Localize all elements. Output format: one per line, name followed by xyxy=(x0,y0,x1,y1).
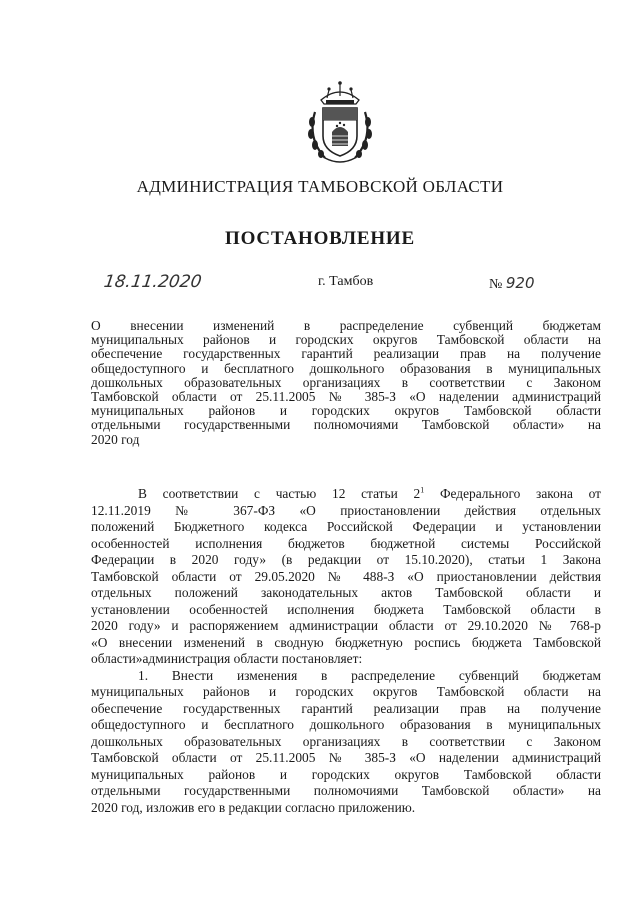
document-city: г. Тамбов xyxy=(318,274,374,289)
body-line: 2020 год, изложив его в редакции согласно приложению. xyxy=(91,799,416,815)
document-number xyxy=(489,274,535,293)
body-line: отдельных положений законодательных актов Тамбовской области и xyxy=(91,585,601,600)
body-line: 12.11.2019 № 367-ФЗ «О приостановлении действия отдельных xyxy=(91,502,601,518)
body-line: положений Бюджетного кодекса Российской Федерации и установлении xyxy=(91,519,601,534)
body-text: В соответствии с частью 12 статьи 2 xyxy=(138,486,421,501)
subject-line: муниципальных районов и городских округов Тамбовской области xyxy=(91,403,601,419)
body-line: Федерации в 2020 году» (в редакции от 15.10.2020), статьи 1 Закона xyxy=(91,552,601,567)
body-line: муниципальных районов и городских округов Тамбовской области на xyxy=(91,684,601,699)
body-paragraph-1-first-line xyxy=(91,486,601,503)
subject-line: обеспечение государственных гарантий реализации прав на получение xyxy=(91,346,601,362)
tambov-coat-of-arms-emblem xyxy=(299,78,381,166)
document-body xyxy=(91,486,601,816)
body-text: Федерального закона от xyxy=(439,486,601,501)
body-line: муниципальных районов и городских округов Тамбовской области xyxy=(91,766,601,782)
document-date: 18.11.2020 xyxy=(102,272,203,292)
document-type: ПОСТАНОВЛЕНИЕ xyxy=(225,228,415,249)
subject-line: Тамбовской области от 25.11.2005 № 385-З «О наделении администраций xyxy=(91,389,601,405)
body-line: области»администрация области постановляет: xyxy=(91,651,363,666)
subject-line: О внесении изменений в распределение субвенций бюджетам xyxy=(91,318,601,333)
subject-line: общедоступного и бесплатного дошкольного образования в муниципальных xyxy=(91,360,601,376)
number-value: 920 xyxy=(505,274,535,292)
body-line: Тамбовской области от 25.11.2005 № 385-З «О наделении администраций xyxy=(91,750,601,765)
subject-line: дошкольных образовательных организациях в соответствии с Законом xyxy=(91,374,601,390)
body-line: Тамбовской области от 29.05.2020 № 488-З «О приостановлении действия xyxy=(91,568,601,584)
body-paragraph-2-first-line: 1. Внести изменения в распределение субвенций бюджетам xyxy=(138,667,601,683)
body-line: общедоступного и бесплатного дошкольного образования в муниципальных xyxy=(91,717,601,732)
document-subject xyxy=(91,319,601,447)
body-line: «О внесении изменений в сводную бюджетную роспись бюджета Тамбовской xyxy=(91,634,601,650)
body-line: обеспечение государственных гарантий реализации прав на получение xyxy=(91,700,601,716)
body-line: установлении особенностей исполнения бюджета Тамбовской области в xyxy=(91,601,601,617)
subject-line: 2020 год xyxy=(91,431,140,447)
agency-name: АДМИНИСТРАЦИЯ ТАМБОВСКОЙ ОБЛАСТИ xyxy=(136,177,504,196)
body-line: дошкольных образовательных организациях в соответствии с Законом xyxy=(91,733,601,749)
body-line: отдельными государственными полномочиями Тамбовской области» на xyxy=(91,783,601,798)
superscript: 1 xyxy=(420,485,425,495)
subject-line: отдельными государственными полномочиями Тамбовской области» на xyxy=(91,417,601,433)
body-line: особенностей исполнения бюджетов бюджетной системы Российской xyxy=(91,535,601,551)
body-line: 2020 году» и распоряжением администрации области от 29.10.2020 № 768-р xyxy=(91,618,601,633)
number-sign: № xyxy=(489,277,503,292)
subject-line: муниципальных районов и городских округов Тамбовской области на xyxy=(91,332,601,348)
